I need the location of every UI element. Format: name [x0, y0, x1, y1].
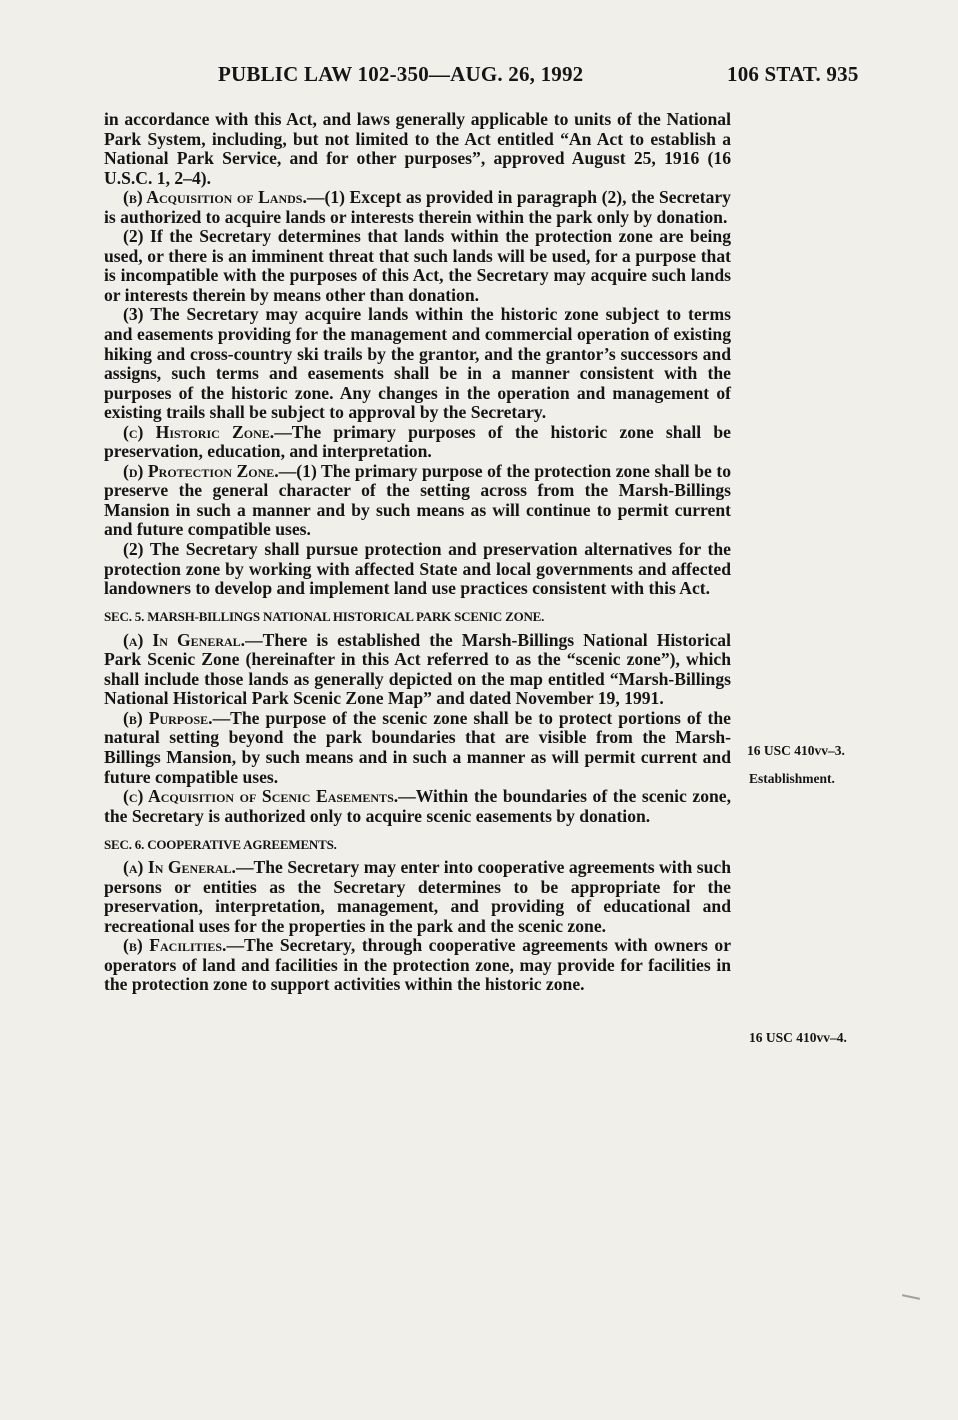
subsection-heading: (a) In General.	[123, 857, 236, 878]
paragraph-text: —There is established the Marsh-Billings National Historical Park Scenic Zone (hereinafter in this Act referred to as the “scenic zone”), which shall include those lands as generally depicted on the map entitled “Marsh-Billings National Historical Park Scenic Zone Map” and dated November 19, 1991.	[104, 629, 731, 709]
subsection-heading: (b) Facilities.	[123, 935, 227, 956]
paragraph-text: —The Secretary may enter into cooperative agreements with such persons or entities as the Secretary determines to be appropriate for the preservation, interpretation, management, and providing of educational and recreational uses for the properties in the park and the scenic zone.	[104, 857, 731, 936]
law-title: PUBLIC LAW 102-350—AUG. 26, 1992	[218, 62, 584, 86]
subsection-heading: (a) In General.	[123, 629, 246, 650]
section-heading: SEC. 5. MARSH-BILLINGS NATIONAL HISTORICAL PARK SCENIC ZONE.	[104, 608, 545, 624]
subsection-heading: (d) Protection Zone.	[123, 460, 279, 481]
subsection-heading: (b) Acquisition of Lands.	[123, 187, 307, 208]
paragraph	[104, 423, 731, 462]
paragraph	[104, 462, 731, 540]
paragraph-text: —The primary purposes of the historic zone shall be preservation, education, and interpretation.	[104, 421, 731, 462]
paragraph-text: —The Secretary, through cooperative agreements with owners or operators of land and facilities in the protection zone, may provide for facilities in the protection zone to support activities within the historic zone.	[104, 935, 732, 995]
paragraph: in accordance with this Act, and laws generally applicable to units of the National Park System, including, but not limited to the Act entitled “An Act to establish a National Park Service, and for other purposes”, approved August 25, 1916 (16 U.S.C. 1, 2–4).	[104, 109, 731, 188]
subsection-heading: (c) Acquisition of Scenic Easements.	[123, 786, 399, 807]
paragraph-text: —Within the boundaries of the scenic zone, the Secretary is authorized only to acquire scenic easements by donation.	[104, 786, 731, 826]
margin-citation: 16 USC 410vv–4.	[749, 1030, 847, 1045]
paragraph: (3) The Secretary may acquire lands within the historic zone subject to terms and easements providing for the management and commercial operation of existing hiking and cross-country ski trails by the grantor, and the grantor’s successors and assigns, such terms and easements shall be in a manner consistent with the purposes of the historic zone. Any changes in the operation and management of existing trails shall be subject to approval by the Secretary.	[104, 304, 731, 423]
margin-citation: 16 USC 410vv–3.	[747, 743, 845, 758]
paragraph	[104, 709, 731, 787]
subsection-heading: (b) Purpose.	[123, 707, 213, 728]
paragraph	[104, 858, 731, 936]
paragraph	[104, 631, 731, 709]
scan-mark	[902, 1294, 920, 1300]
document-body	[104, 110, 731, 995]
section-heading: SEC. 6. COOPERATIVE AGREEMENTS.	[104, 837, 337, 853]
paragraph	[104, 936, 731, 995]
paragraph-text: —(1) The primary purpose of the protection zone shall be to preserve the general character of the setting across from the Marsh-Billings Mansion in such a manner and by such means as will continue to permit current and future compatible uses.	[104, 460, 731, 540]
statute-page-number: 106 STAT. 935	[727, 62, 859, 86]
subsection-heading: (c) Historic Zone.	[123, 421, 275, 442]
paragraph-text: —(1) Except as provided in paragraph (2), the Secretary is authorized to acquire lands or interests therein within the park only by donation.	[104, 187, 731, 227]
paragraph: (2) If the Secretary determines that lands within the protection zone are being used, or there is an imminent threat that such lands will be used, for a purpose that is incompatible with the purposes of this Act, the Secretary may acquire such lands or interests therein by means other than donation.	[104, 226, 731, 305]
paragraph	[104, 787, 731, 826]
margin-note-establishment: Establishment.	[749, 771, 835, 786]
page-header	[0, 62, 958, 90]
paragraph: (2) The Secretary shall pursue protection and preservation alternatives for the protection zone by working with affected State and local governments and affected landowners to develop and implement land use practices consistent with this Act.	[104, 539, 731, 599]
paragraph-text: —The purpose of the scenic zone shall be to protect portions of the natural setting beyond the park boundaries that are visible from the Marsh-Billings Mansion, by such means and in such a manner as will permit current and future compatible uses.	[104, 707, 731, 787]
paragraph	[104, 188, 731, 227]
